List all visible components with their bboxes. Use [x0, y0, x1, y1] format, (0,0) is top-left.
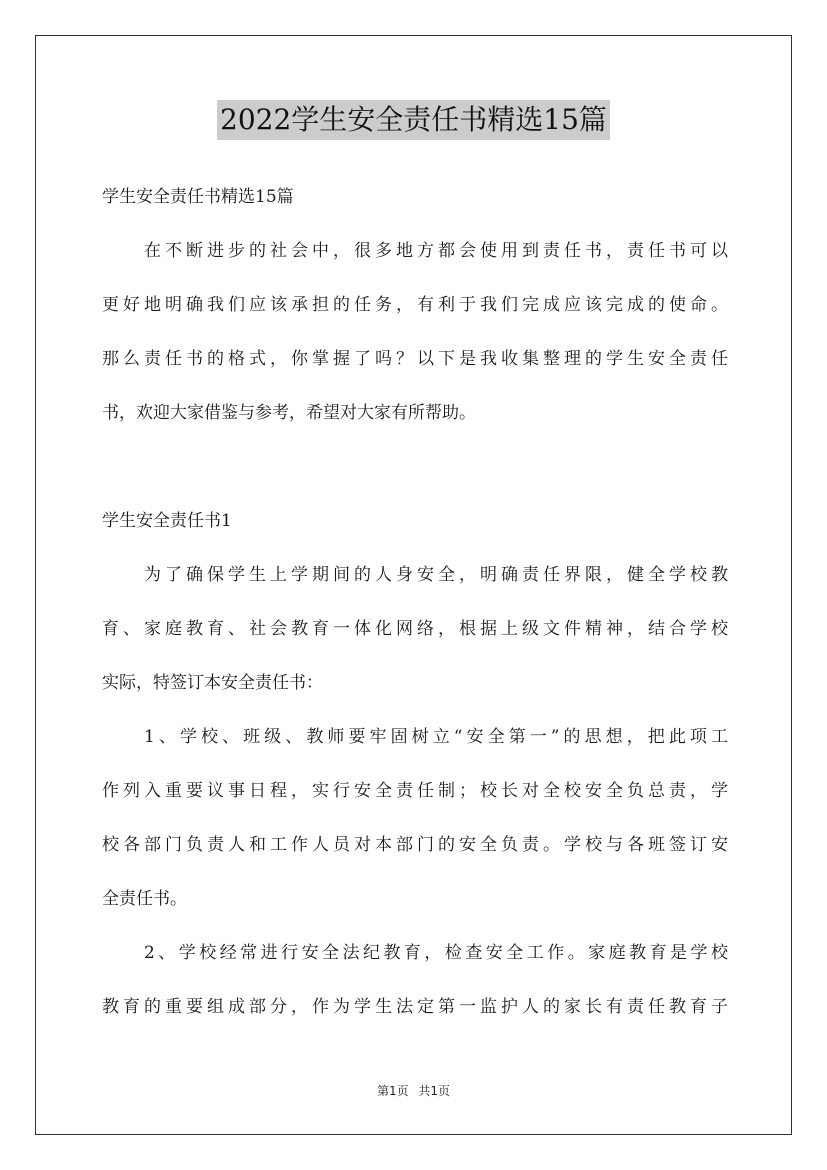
para1-line: 实际，特签订本安全责任书： [102, 673, 323, 693]
section-heading: 学生安全责任书1 [102, 511, 232, 531]
page-total: 共1页 [418, 1084, 451, 1098]
item2-line: 教育的重要组成部分，作为学生法定第一监护人的家长有责任教育子 [102, 997, 728, 1017]
intro-line: 书，欢迎大家借鉴与参考，希望对大家有所帮助。 [102, 403, 476, 423]
title-wrap [0, 100, 827, 140]
document-body [102, 170, 728, 1034]
item1-line: 作列入重要议事日程，实行安全责任制；校长对全校安全负总责，学 [102, 781, 728, 801]
item1-line: 全责任书。 [102, 889, 187, 909]
intro-line: 在不断进步的社会中，很多地方都会使用到责任书，责任书可以 [144, 241, 728, 261]
item1-line: 1、学校、班级、教师要牢固树立“安全第一”的思想，把此项工 [144, 727, 728, 747]
item1-line: 校各部门负责人和工作人员对本部门的安全负责。学校与各班签订安 [102, 835, 728, 855]
intro-line: 更好地明确我们应该承担的任务，有利于我们完成应该完成的使命。 [102, 295, 728, 315]
item2-line: 2、学校经常进行安全法纪教育，检查安全工作。家庭教育是学校 [144, 943, 728, 963]
para1-line: 育、家庭教育、社会教育一体化网络，根据上级文件精神，结合学校 [102, 619, 728, 639]
intro-line: 那么责任书的格式，你掌握了吗？以下是我收集整理的学生安全责任 [102, 349, 728, 369]
para1-line: 为了确保学生上学期间的人身安全，明确责任界限，健全学校教 [144, 565, 728, 585]
page-number: 第1页 [376, 1084, 409, 1098]
page-footer [0, 1082, 827, 1099]
spacer [102, 440, 728, 494]
subtitle: 学生安全责任书精选15篇 [102, 187, 294, 207]
document-title: 2022学生安全责任书精选15篇 [217, 100, 610, 140]
